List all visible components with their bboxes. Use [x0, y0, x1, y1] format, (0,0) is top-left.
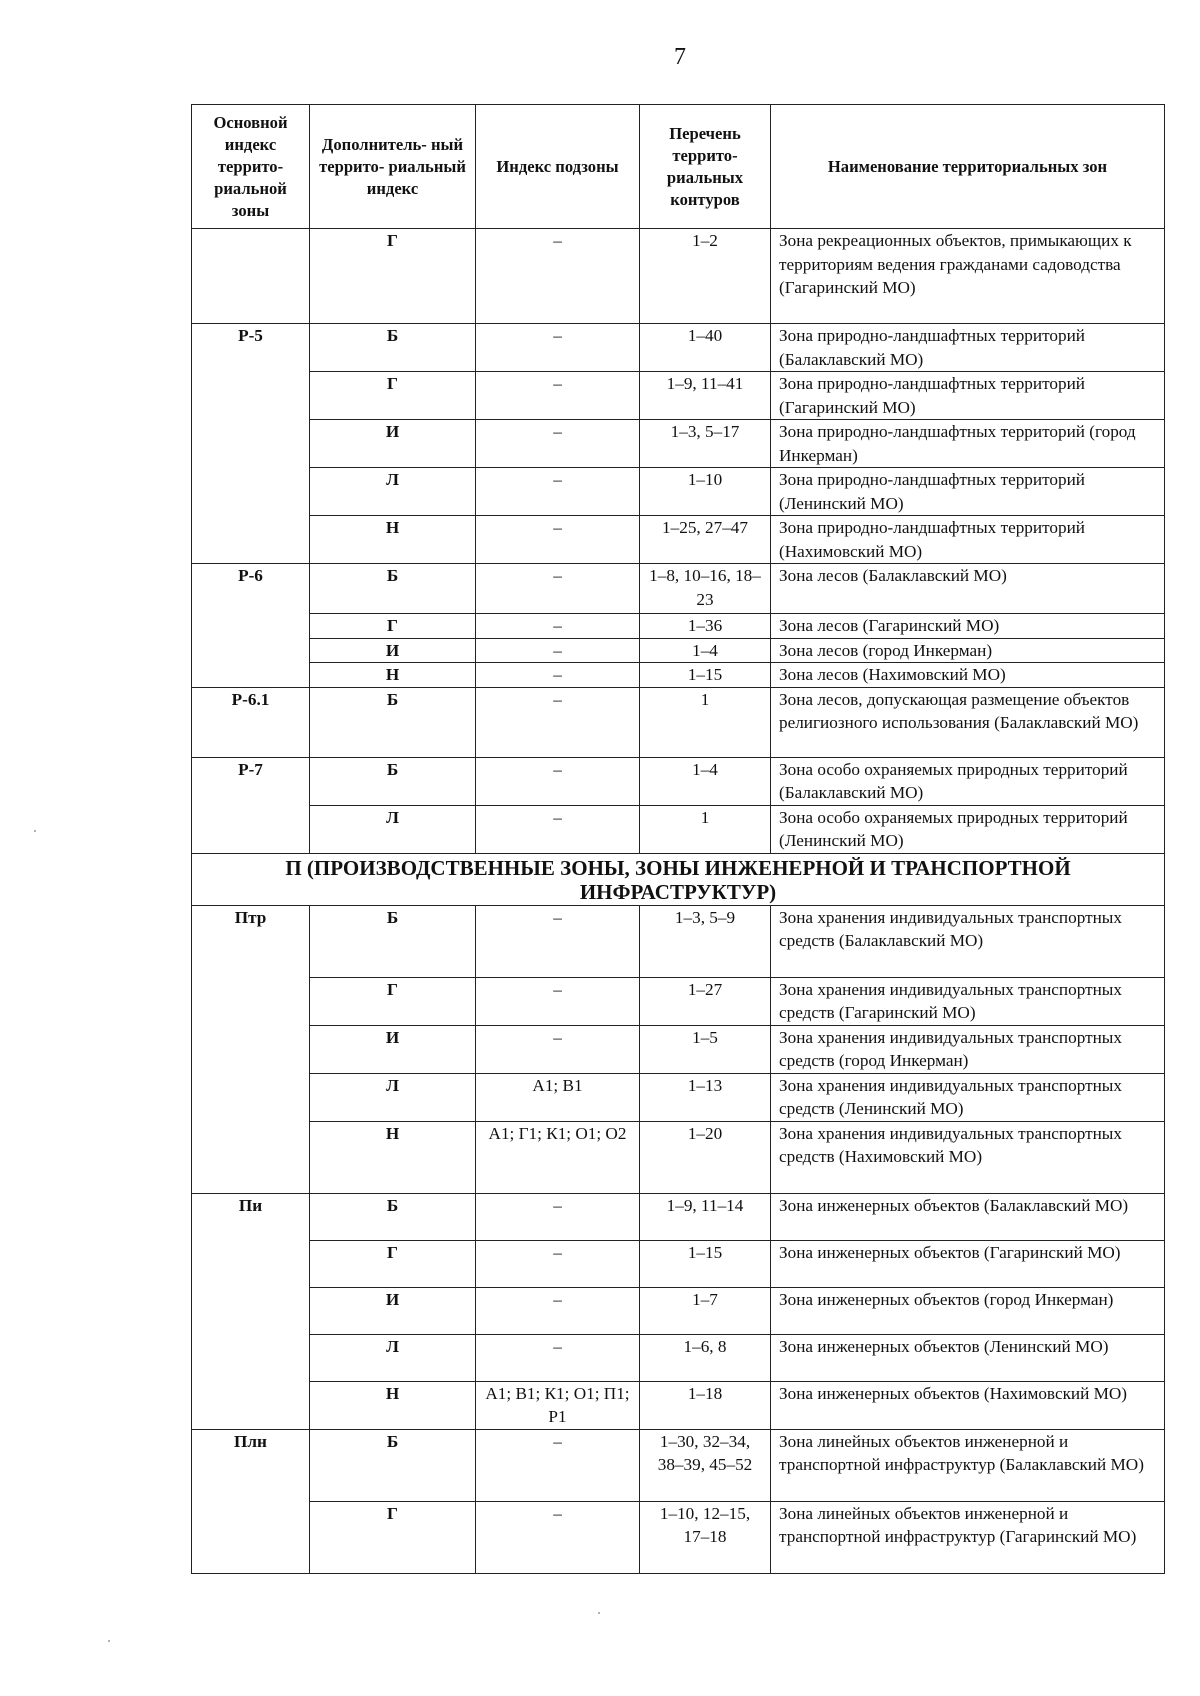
contours-cell: 1–10	[640, 468, 771, 516]
subzone-index-cell: –	[476, 757, 640, 805]
zone-name-cell: Зона природно-ландшафтных территорий (Ленинский МО)	[771, 468, 1165, 516]
table-row	[192, 977, 1165, 1025]
zone-name-cell: Зона рекреационных объектов, примыкающих к территориям ведения гражданами садоводства (Гагаринский МО)	[771, 229, 1165, 324]
additional-index-cell: И	[310, 420, 476, 468]
additional-index-cell: Л	[310, 468, 476, 516]
subzone-index-cell: –	[476, 1025, 640, 1073]
additional-index-cell: И	[310, 638, 476, 663]
additional-index-cell: И	[310, 1025, 476, 1073]
contours-cell: 1–15	[640, 663, 771, 688]
zone-name-cell: Зона инженерных объектов (Нахимовский МО)	[771, 1381, 1165, 1429]
main-index-cell: Птр	[192, 905, 310, 1193]
zone-name-cell: Зона хранения индивидуальных транспортных средств (Нахимовский МО)	[771, 1121, 1165, 1193]
table-row	[192, 1193, 1165, 1240]
zone-name-cell: Зона хранения индивидуальных транспортных средств (Гагаринский МО)	[771, 977, 1165, 1025]
zone-name-cell: Зона природно-ландшафтных территорий (Гагаринский МО)	[771, 372, 1165, 420]
main-index-cell: Р-7	[192, 757, 310, 853]
zone-name-cell: Зона особо охраняемых природных территорий (Ленинский МО)	[771, 805, 1165, 853]
table-body	[192, 229, 1165, 1574]
additional-index-cell: Г	[310, 614, 476, 639]
subzone-index-cell: –	[476, 663, 640, 688]
additional-index-cell: Г	[310, 229, 476, 324]
table-row	[192, 1073, 1165, 1121]
additional-index-cell: Н	[310, 1381, 476, 1429]
additional-index-cell: Л	[310, 1334, 476, 1381]
main-index-cell: Плн	[192, 1429, 310, 1573]
zone-name-cell: Зона хранения индивидуальных транспортных средств (Ленинский МО)	[771, 1073, 1165, 1121]
subzone-index-cell: –	[476, 805, 640, 853]
scan-speck	[34, 830, 36, 832]
subzone-index-cell: А1; В1; К1; О1; П1; Р1	[476, 1381, 640, 1429]
subzone-index-cell: –	[476, 977, 640, 1025]
subzone-index-cell: –	[476, 324, 640, 372]
contours-cell: 1–15	[640, 1240, 771, 1287]
table-row	[192, 1121, 1165, 1193]
table-row	[192, 372, 1165, 420]
main-index-cell: Р-5	[192, 324, 310, 564]
subzone-index-cell: –	[476, 564, 640, 614]
table-row	[192, 564, 1165, 614]
contours-cell: 1–8, 10–16, 18–23	[640, 564, 771, 614]
zone-name-cell: Зона линейных объектов инженерной и транспортной инфраструктур (Балаклавский МО)	[771, 1429, 1165, 1501]
additional-index-cell: Н	[310, 663, 476, 688]
table-row	[192, 516, 1165, 564]
table-row	[192, 1025, 1165, 1073]
subzone-index-cell: –	[476, 905, 640, 977]
main-index-cell	[192, 229, 310, 324]
contours-cell: 1	[640, 687, 771, 757]
additional-index-cell: Н	[310, 516, 476, 564]
table-row	[192, 1381, 1165, 1429]
contours-cell: 1–5	[640, 1025, 771, 1073]
additional-index-cell: Б	[310, 687, 476, 757]
contours-cell: 1–9, 11–41	[640, 372, 771, 420]
zone-name-cell: Зона инженерных объектов (город Инкерман)	[771, 1287, 1165, 1334]
table-header-row	[192, 105, 1165, 229]
additional-index-cell: Г	[310, 372, 476, 420]
table-row	[192, 687, 1165, 757]
contours-cell: 1–30, 32–34, 38–39, 45–52	[640, 1429, 771, 1501]
contours-cell: 1–10, 12–15, 17–18	[640, 1501, 771, 1573]
zone-name-cell: Зона природно-ландшафтных территорий (Нахимовский МО)	[771, 516, 1165, 564]
table-row	[192, 805, 1165, 853]
main-index-cell: Пи	[192, 1193, 310, 1429]
table-row	[192, 1334, 1165, 1381]
table-row	[192, 1240, 1165, 1287]
main-index-cell: Р-6	[192, 564, 310, 688]
contours-cell: 1–4	[640, 757, 771, 805]
header-additional-index: Дополнитель- ный террито- риальный индекс	[310, 105, 476, 229]
table-row	[192, 324, 1165, 372]
contours-cell: 1–6, 8	[640, 1334, 771, 1381]
additional-index-cell: Г	[310, 1501, 476, 1573]
page-number: 7	[674, 44, 686, 70]
zone-name-cell: Зона хранения индивидуальных транспортных средств (Балаклавский МО)	[771, 905, 1165, 977]
subzone-index-cell: –	[476, 614, 640, 639]
section-row	[192, 853, 1165, 905]
contours-cell: 1–4	[640, 638, 771, 663]
table-row	[192, 638, 1165, 663]
additional-index-cell: Б	[310, 905, 476, 977]
table-row	[192, 1287, 1165, 1334]
subzone-index-cell: –	[476, 372, 640, 420]
subzone-index-cell: А1; Г1; К1; О1; О2	[476, 1121, 640, 1193]
zone-name-cell: Зона инженерных объектов (Гагаринский МО)	[771, 1240, 1165, 1287]
contours-cell: 1–27	[640, 977, 771, 1025]
additional-index-cell: Б	[310, 564, 476, 614]
header-subzone-index: Индекс подзоны	[476, 105, 640, 229]
zone-name-cell: Зона линейных объектов инженерной и транспортной инфраструктур (Гагаринский МО)	[771, 1501, 1165, 1573]
additional-index-cell: Н	[310, 1121, 476, 1193]
zone-name-cell: Зона лесов (Балаклавский МО)	[771, 564, 1165, 614]
zone-name-cell: Зона лесов (город Инкерман)	[771, 638, 1165, 663]
main-index-cell: Р-6.1	[192, 687, 310, 757]
zone-name-cell: Зона инженерных объектов (Ленинский МО)	[771, 1334, 1165, 1381]
header-contours-list: Перечень террито- риальных контуров	[640, 105, 771, 229]
contours-cell: 1–9, 11–14	[640, 1193, 771, 1240]
contours-cell: 1	[640, 805, 771, 853]
table-row	[192, 757, 1165, 805]
territorial-zones-table	[191, 104, 1165, 1574]
section-heading: П (ПРОИЗВОДСТВЕННЫЕ ЗОНЫ, ЗОНЫ ИНЖЕНЕРНОЙ И ТРАНСПОРТНОЙ ИНФРАСТРУКТУР)	[192, 853, 1165, 905]
additional-index-cell: Б	[310, 324, 476, 372]
subzone-index-cell: –	[476, 229, 640, 324]
table-row	[192, 468, 1165, 516]
zone-name-cell: Зона природно-ландшафтных территорий (город Инкерман)	[771, 420, 1165, 468]
contours-cell: 1–25, 27–47	[640, 516, 771, 564]
subzone-index-cell: –	[476, 516, 640, 564]
zone-name-cell: Зона лесов (Гагаринский МО)	[771, 614, 1165, 639]
table-row	[192, 420, 1165, 468]
subzone-index-cell: –	[476, 638, 640, 663]
subzone-index-cell: –	[476, 1429, 640, 1501]
table-row	[192, 229, 1165, 324]
subzone-index-cell: –	[476, 1287, 640, 1334]
additional-index-cell: Б	[310, 757, 476, 805]
contours-cell: 1–3, 5–9	[640, 905, 771, 977]
table-row	[192, 905, 1165, 977]
additional-index-cell: Б	[310, 1193, 476, 1240]
contours-cell: 1–3, 5–17	[640, 420, 771, 468]
zone-name-cell: Зона лесов (Нахимовский МО)	[771, 663, 1165, 688]
contours-cell: 1–2	[640, 229, 771, 324]
subzone-index-cell: –	[476, 1501, 640, 1573]
table-row	[192, 614, 1165, 639]
subzone-index-cell: –	[476, 420, 640, 468]
additional-index-cell: И	[310, 1287, 476, 1334]
scan-speck	[598, 1612, 600, 1614]
additional-index-cell: Л	[310, 1073, 476, 1121]
contours-cell: 1–18	[640, 1381, 771, 1429]
zone-name-cell: Зона хранения индивидуальных транспортных средств (город Инкерман)	[771, 1025, 1165, 1073]
subzone-index-cell: –	[476, 687, 640, 757]
subzone-index-cell: –	[476, 1193, 640, 1240]
zone-name-cell: Зона лесов, допускающая размещение объектов религиозного использования (Балаклавский МО)	[771, 687, 1165, 757]
subzone-index-cell: –	[476, 1334, 640, 1381]
subzone-index-cell: –	[476, 1240, 640, 1287]
table-row	[192, 1501, 1165, 1573]
header-zone-name: Наименование территориальных зон	[771, 105, 1165, 229]
zone-name-cell: Зона инженерных объектов (Балаклавский МО)	[771, 1193, 1165, 1240]
additional-index-cell: Г	[310, 977, 476, 1025]
subzone-index-cell: А1; В1	[476, 1073, 640, 1121]
header-main-index: Основной индекс террито- риальной зоны	[192, 105, 310, 229]
contours-cell: 1–13	[640, 1073, 771, 1121]
additional-index-cell: Г	[310, 1240, 476, 1287]
contours-cell: 1–7	[640, 1287, 771, 1334]
additional-index-cell: Л	[310, 805, 476, 853]
zone-name-cell: Зона природно-ландшафтных территорий (Балаклавский МО)	[771, 324, 1165, 372]
contours-cell: 1–40	[640, 324, 771, 372]
subzone-index-cell: –	[476, 468, 640, 516]
table-row	[192, 663, 1165, 688]
contours-cell: 1–20	[640, 1121, 771, 1193]
contours-cell: 1–36	[640, 614, 771, 639]
table-row	[192, 1429, 1165, 1501]
additional-index-cell: Б	[310, 1429, 476, 1501]
scan-speck	[108, 1640, 110, 1642]
zone-name-cell: Зона особо охраняемых природных территорий (Балаклавский МО)	[771, 757, 1165, 805]
